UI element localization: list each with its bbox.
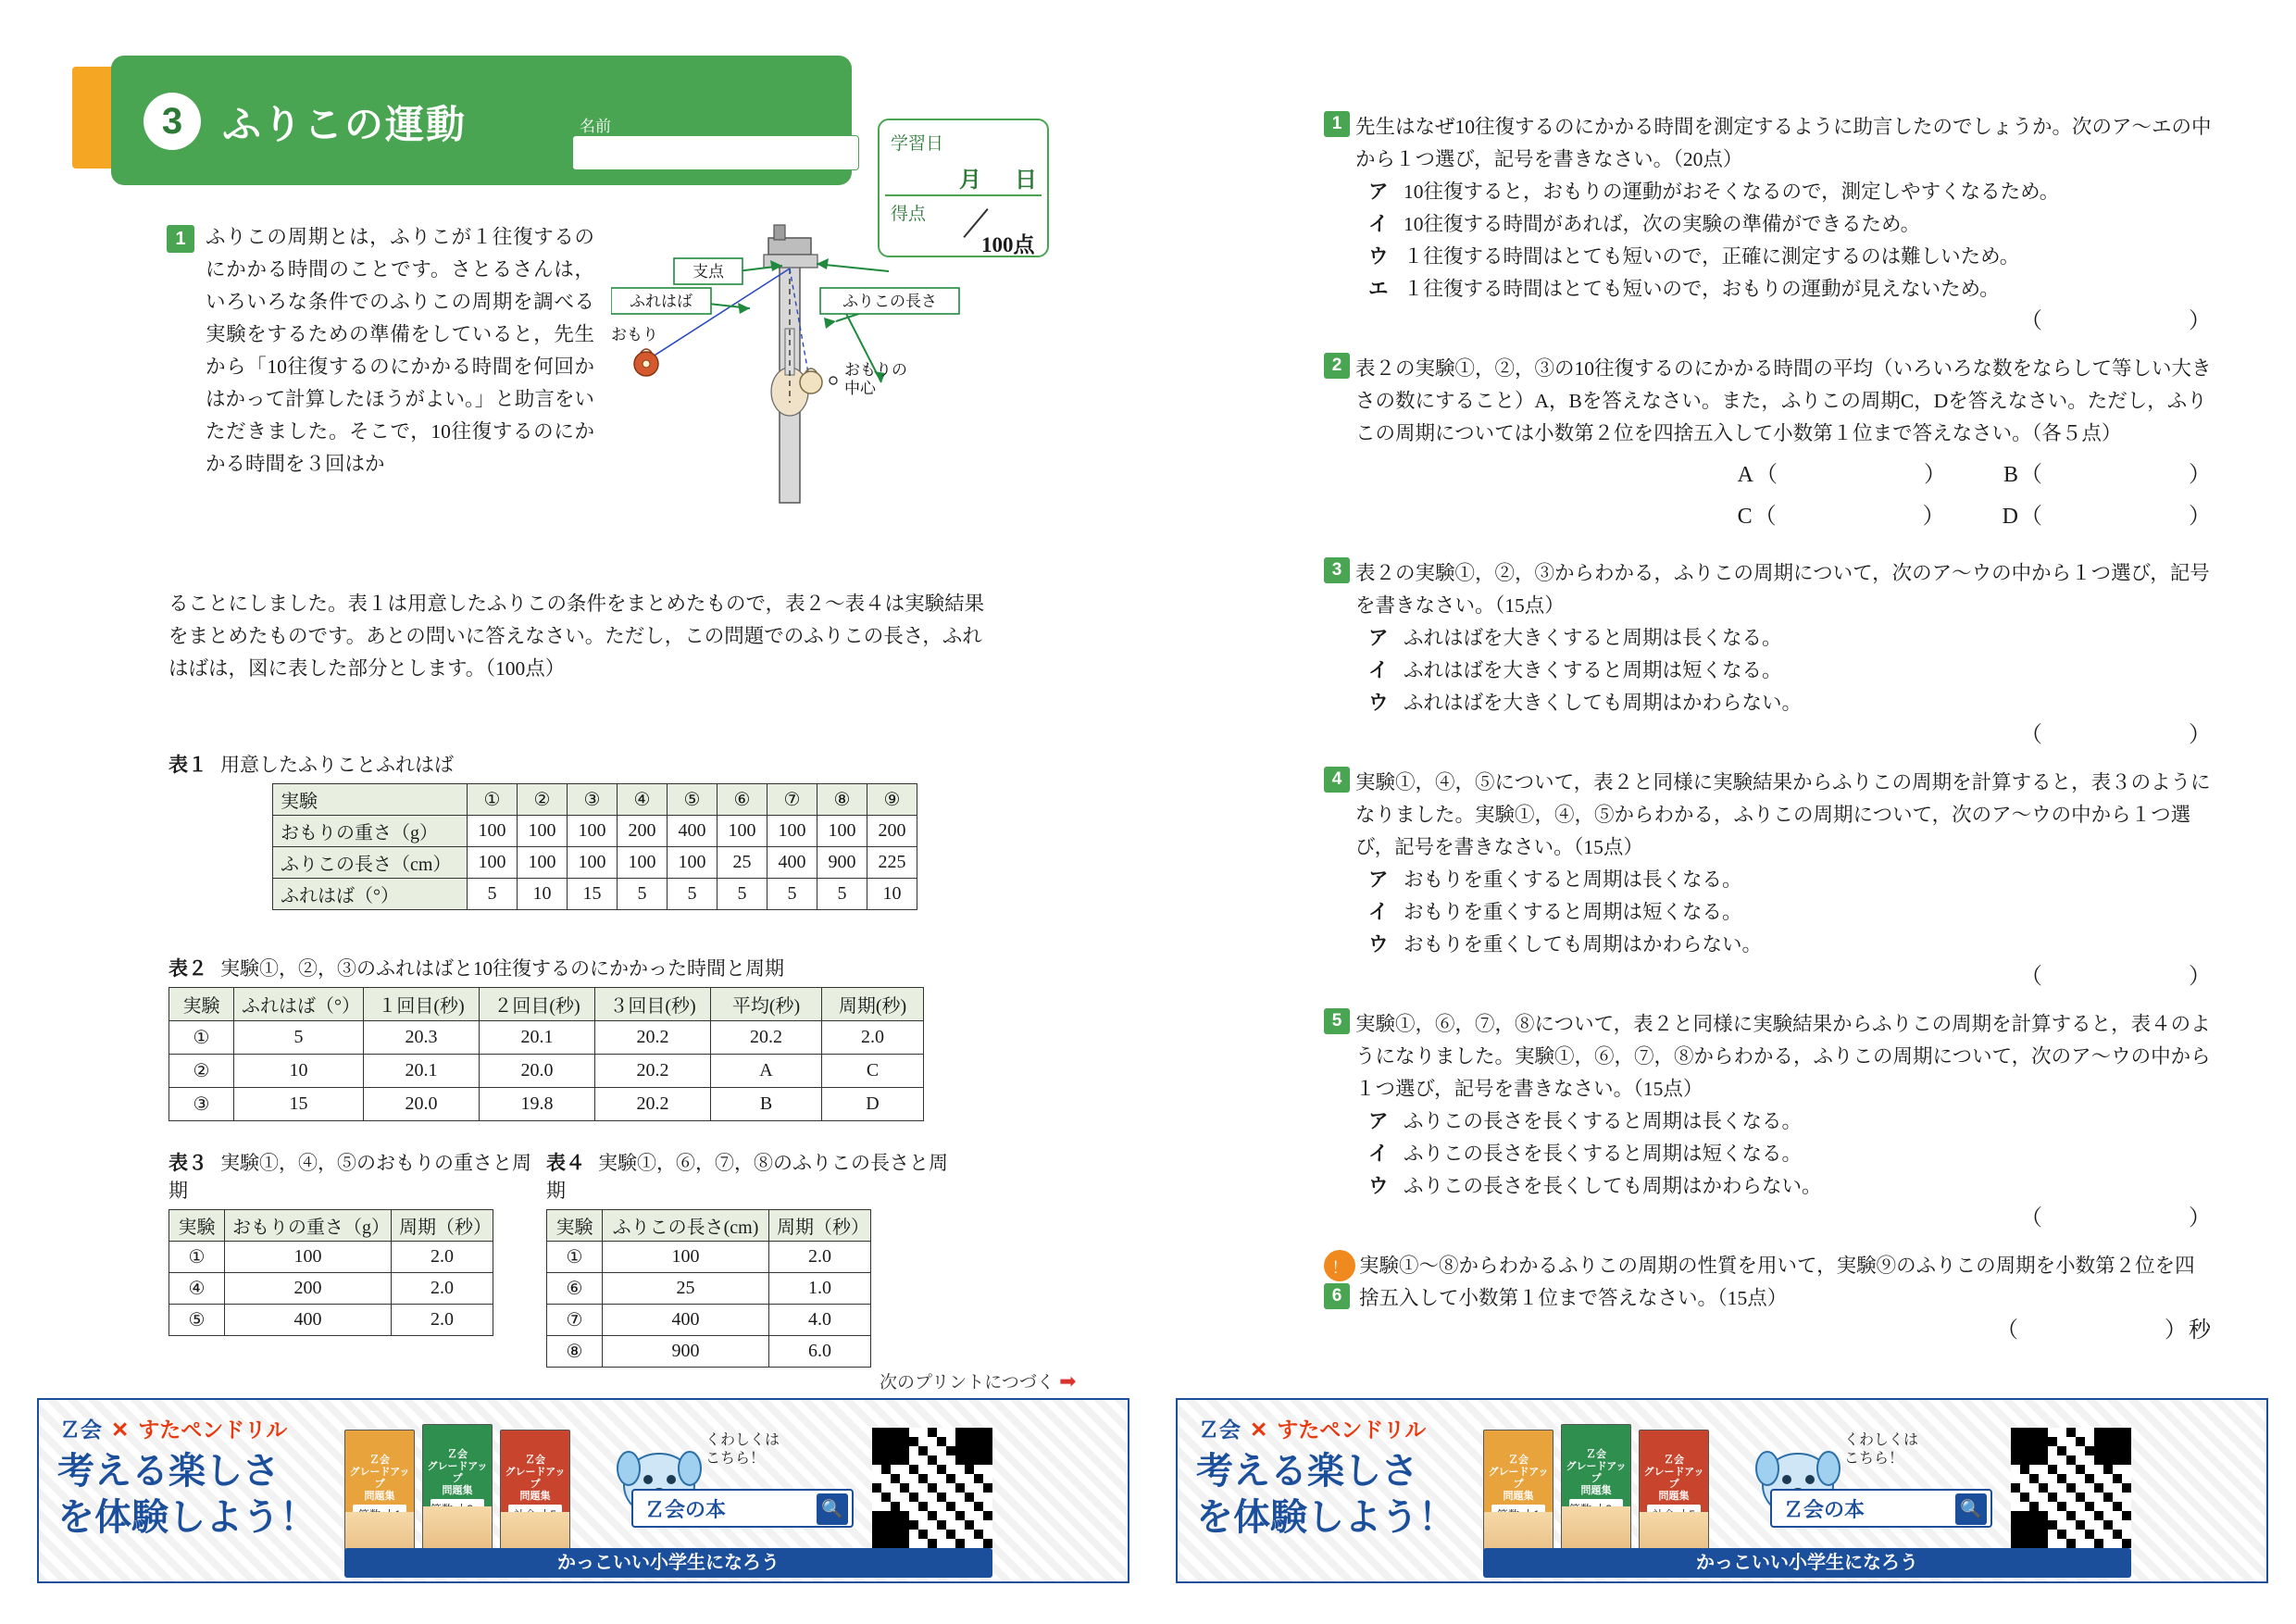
cross-icon: ✕: [1250, 1418, 1268, 1442]
ad-book-covers: [344, 1420, 576, 1568]
question-2: [1324, 353, 2213, 543]
table-header-cell: 平均(秒): [711, 988, 822, 1021]
table-cell: 10: [867, 879, 917, 910]
table1-caption-lead: 表１: [168, 754, 207, 776]
table-row: [547, 1305, 871, 1336]
table-cell: 20.0: [480, 1055, 595, 1088]
ad-brand-logo: [1198, 1413, 1426, 1443]
option-label: エ: [1368, 278, 1389, 300]
name-label: 名前: [580, 118, 611, 135]
search-icon[interactable]: 🔍: [1955, 1493, 1987, 1525]
book-title: Ｚ会 グレードアップ 問題集: [427, 1449, 488, 1496]
answer-option[interactable]: [1368, 655, 2213, 687]
svg-text:おもり: おもり: [611, 326, 658, 344]
answer-option[interactable]: [1368, 241, 2213, 273]
answer-option[interactable]: [1368, 929, 2213, 961]
qr-code: [2011, 1428, 2131, 1548]
table-cell: 5: [668, 879, 718, 910]
svg-text:ふれはば: ふれはば: [630, 293, 693, 310]
table-cell: 20.1: [364, 1055, 480, 1088]
answer-field[interactable]: （ ）: [2020, 1206, 2213, 1230]
table-header-cell: ③: [568, 784, 618, 816]
divider: [885, 194, 1042, 196]
option-label: ア: [1368, 627, 1389, 649]
table-cell: 100: [668, 847, 718, 879]
ad-headline-line1: 考える楽しさ: [57, 1451, 280, 1492]
table-header-row: [547, 1210, 871, 1242]
table-cell: 100: [618, 847, 668, 879]
table-cell: 20.2: [595, 1088, 711, 1121]
table2-caption-text: 実験①，②，③のふれはばと10往復するのにかかった時間と周期: [220, 957, 784, 980]
option-label: イ: [1368, 213, 1389, 235]
table1-block: [168, 750, 906, 910]
table-cell: 5: [817, 879, 867, 910]
table-cell: 1.0: [769, 1273, 871, 1305]
ad-search-text: Ｚ会の本: [644, 1497, 727, 1521]
answer-option[interactable]: [1368, 1170, 2213, 1203]
table-cell: ①: [547, 1242, 603, 1273]
table-header-cell: ⑥: [718, 784, 767, 816]
option-label: イ: [1368, 659, 1389, 681]
table-cell: 100: [603, 1242, 769, 1273]
table-cell: 900: [603, 1336, 769, 1368]
answer-option[interactable]: [1368, 176, 2213, 208]
question-body: [1359, 1250, 2213, 1347]
table-cell: 400: [603, 1305, 769, 1336]
table-cell: 400: [767, 847, 817, 879]
book-title: Ｚ会 グレードアップ 問題集: [349, 1455, 410, 1502]
table-cell: 400: [225, 1305, 392, 1336]
table-header-cell: ⑤: [668, 784, 718, 816]
day-label: 日: [1015, 169, 1037, 193]
table2: [168, 987, 924, 1121]
table-cell: 100: [518, 816, 568, 847]
table-cell: 15: [234, 1088, 364, 1121]
table-cell: 100: [568, 847, 618, 879]
option-label: ウ: [1368, 933, 1389, 956]
question-number-badge: 2: [1324, 353, 1350, 379]
table4-caption-lead: 表４: [546, 1152, 585, 1174]
table-cell: 20.0: [364, 1088, 480, 1121]
table-header-cell: 実験: [169, 988, 234, 1021]
question-badge-wrap: [1324, 353, 1355, 543]
svg-text:おもりの: おもりの: [844, 361, 907, 379]
table-cell: ふりこの長さ（cm）: [273, 847, 468, 879]
question-stem: 実験①，④，⑤について，表２と同様に実験結果からふりこの周期を計算すると，表３のようになりました。実験①，④，⑤からわかる，ふりこの周期について，次のア〜ウの中から１つ選び，記号を書きなさい。（15点）: [1355, 771, 2211, 858]
left-column: [65, 46, 1185, 1362]
question-stem: 先生はなぜ10往復するのにかかる時間を測定するように助言したのでしょうか。次のア〜エの中から１つ選び，記号を書きなさい。（20点）: [1355, 116, 2212, 170]
table-cell: おもりの重さ（g）: [273, 816, 468, 847]
option-text: ふれはばを大きくすると周期は短くなる。: [1404, 659, 1782, 681]
answer-field[interactable]: （ ）: [2020, 965, 2213, 989]
table-row: [547, 1273, 871, 1305]
table-cell: 200: [618, 816, 668, 847]
answer-field[interactable]: D（ ）: [2002, 505, 2213, 529]
ad-banner-right[interactable]: [1176, 1398, 2268, 1583]
hint-icon: ！: [1324, 1250, 1355, 1281]
ad-banner-text: かっこいい小学生になろう: [1483, 1548, 2131, 1578]
table-cell: 19.8: [480, 1088, 595, 1121]
table1-caption-text: 用意したふりことふれはば: [220, 754, 454, 776]
table-cell: 2.0: [769, 1242, 871, 1273]
option-text: おもりを重くしても周期はかわらない。: [1404, 933, 1763, 956]
ad-headline: [57, 1448, 317, 1541]
table2-caption: [168, 954, 924, 981]
table-header-cell: 実験: [547, 1210, 603, 1242]
intro-paragraph: ふりこの周期とは，ふりこが１往復するのにかかる時間のことです。さとるさんは，いろいろな条件でのふりこの周期を調べる実験をするための準備をしていると，先生から「10往復するのにかかる時間を何回かはかって計算したほうがよい。」と助言をいただきました。そこで，10往復するのにかかる時間を３回はか: [206, 226, 594, 475]
ad-headline-line1: 考える楽しさ: [1196, 1451, 1418, 1492]
page-title: ふりこの運動: [222, 103, 468, 146]
option-text: １往復する時間はとても短いので，正確に測定するのは難しいため。: [1404, 245, 2020, 268]
table-row: [169, 1021, 924, 1055]
answer-field[interactable]: （ ）: [2020, 309, 2213, 333]
table-cell: 10: [234, 1055, 364, 1088]
question-stem: 表２の実験①，②，③からわかる，ふりこの周期について，次のア〜ウの中から１つ選び，記号を書きなさい。（15点）: [1355, 562, 2210, 617]
option-label: ア: [1368, 181, 1389, 203]
next-print-text: 次のプリントにつづく: [880, 1373, 1054, 1393]
answer-field[interactable]: （ ）: [2020, 723, 2213, 747]
question-body: [1355, 111, 2213, 338]
qr-code: [872, 1428, 992, 1548]
ad-headline: [1196, 1448, 1455, 1541]
ad-brand-logo: [59, 1413, 287, 1443]
question-badge-wrap: [1324, 557, 1355, 752]
question-stem: 実験①〜⑧からわかるふりこの周期の性質を用いて，実験⑨のふりこの周期を小数第２位を四捨五入して小数第１位まで答えなさい。（15点）: [1359, 1255, 2195, 1309]
table-cell: 20.2: [711, 1021, 822, 1055]
table-cell: ⑤: [169, 1305, 225, 1336]
score-max: 100点: [981, 233, 1035, 256]
question-number-badge: 3: [1324, 557, 1350, 583]
table-header-cell: ふれはば（°）: [234, 988, 364, 1021]
option-text: ふりこの長さを長くすると周期は短くなる。: [1404, 1143, 1803, 1165]
brand-sutapen: すたペンドリル: [1277, 1418, 1427, 1442]
table-cell: 5: [618, 879, 668, 910]
table-row: [273, 784, 917, 816]
table-cell: 2.0: [392, 1305, 493, 1336]
brand-sutapen: すたペンドリル: [138, 1418, 288, 1442]
book-cover: [1561, 1424, 1631, 1563]
table-cell: 900: [817, 847, 867, 879]
table-cell: 100: [225, 1242, 392, 1273]
question-1: [1324, 111, 2213, 338]
table-row: [273, 816, 917, 847]
option-label: ア: [1368, 1110, 1389, 1132]
answer-option[interactable]: [1368, 864, 2213, 896]
table3-caption-text: 実験①，④，⑤のおもりの重さと周期: [168, 1152, 531, 1202]
search-icon[interactable]: 🔍: [817, 1493, 848, 1525]
question-3: [1324, 557, 2213, 752]
table-cell: ①: [169, 1242, 225, 1273]
table-header-cell: 周期（秒）: [392, 1210, 493, 1242]
table-row: [169, 1088, 924, 1121]
table-cell: 6.0: [769, 1336, 871, 1368]
table-cell: ①: [169, 1021, 234, 1055]
question-body: [1355, 1008, 2213, 1235]
table4-caption-text: 実験①，⑥，⑦，⑧のふりこの長さと周期: [546, 1152, 948, 1202]
table-row: [273, 879, 917, 910]
table-header-cell: ①: [468, 784, 518, 816]
table1-caption: [168, 750, 814, 778]
ad-headline-line2: を体験しよう！: [1196, 1497, 1455, 1538]
table2-block: [168, 954, 924, 1121]
ad-banner-text: かっこいい小学生になろう: [344, 1548, 992, 1578]
table3-caption: [168, 1148, 539, 1204]
lesson-number: 3: [144, 93, 201, 150]
table3: [168, 1209, 493, 1336]
option-text: ふれはばを大きくしても周期はかわらない。: [1404, 692, 1803, 714]
table-header-cell: ④: [618, 784, 668, 816]
month-label: 月: [959, 169, 981, 193]
table-cell: C: [822, 1055, 924, 1088]
table-header-cell: １回目(秒): [364, 988, 480, 1021]
right-column: [1324, 111, 2213, 1362]
option-label: ウ: [1368, 245, 1389, 268]
name-input[interactable]: [572, 135, 859, 170]
table3-caption-lead: 表３: [168, 1152, 207, 1174]
table1: [272, 783, 917, 910]
next-print-note: [880, 1368, 1077, 1393]
table-cell: 25: [603, 1273, 769, 1305]
table-header-cell: おもりの重さ（g）: [225, 1210, 392, 1242]
question-6: [1324, 1250, 2213, 1347]
table-cell: ②: [169, 1055, 234, 1088]
table-cell: 100: [718, 816, 767, 847]
ad-search-box[interactable]: [631, 1489, 854, 1528]
book-title: Ｚ会 グレードアップ 問題集: [505, 1455, 566, 1502]
question-badge-wrap: [1324, 1250, 1359, 1347]
table-header-cell: ふりこの長さ(cm): [603, 1210, 769, 1242]
table-cell: 25: [718, 847, 767, 879]
table-cell: 400: [668, 816, 718, 847]
table-row: [169, 1305, 493, 1336]
table4: [546, 1209, 871, 1368]
table-header-row: [169, 1210, 493, 1242]
question-body: [1355, 767, 2213, 993]
svg-text:ふりこの長さ: ふりこの長さ: [842, 293, 937, 310]
option-text: ふりこの長さを長くしても周期はかわらない。: [1404, 1175, 1822, 1197]
intro-section: [65, 218, 1185, 680]
option-text: おもりを重くすると周期は短くなる。: [1404, 901, 1742, 923]
ad-search-text: Ｚ会の本: [1783, 1497, 1866, 1521]
table-cell: 100: [568, 816, 618, 847]
table4-block: [546, 1148, 954, 1368]
table-cell: ⑧: [547, 1336, 603, 1368]
option-text: 10往復すると，おもりの運動がおそくなるので，測定しやすくなるため。: [1404, 181, 2060, 203]
table-cell: 2.0: [392, 1242, 493, 1273]
table-header-cell: ２回目(秒): [480, 988, 595, 1021]
table-cell: 5: [468, 879, 518, 910]
table-cell: 100: [767, 816, 817, 847]
question-5: [1324, 1008, 2213, 1235]
table-header-cell: ⑨: [867, 784, 917, 816]
table-cell: 5: [718, 879, 767, 910]
table-header-cell: ⑦: [767, 784, 817, 816]
answer-field[interactable]: （ ）秒: [1996, 1318, 2213, 1343]
ad-cta-text: くわしくは こちら！: [1844, 1432, 1919, 1467]
answer-field[interactable]: C（ ）: [1737, 505, 1947, 529]
table-cell: 2.0: [822, 1021, 924, 1055]
table-cell: D: [822, 1088, 924, 1121]
question-badge-wrap: [1324, 1008, 1355, 1235]
ad-search-box[interactable]: [1770, 1489, 1992, 1528]
question-stem: 表２の実験①，②，③の10往復するのにかかる時間の平均（いろいろな数をならして等しい大きさの数にすること）A，Bを答えなさい。また，ふりこの周期C，Dを答えなさい。ただし，ふりこの周期については小数第２位を四捨五入して小数第１位まで答えなさい。（各５点）: [1355, 357, 2212, 444]
table3-block: [168, 1148, 539, 1336]
answer-option[interactable]: [1368, 1106, 2213, 1138]
table-header-cell: ３回目(秒): [595, 988, 711, 1021]
table-cell: 5: [234, 1021, 364, 1055]
table-header-row: [169, 988, 924, 1021]
table-cell: 200: [225, 1273, 392, 1305]
question-4: [1324, 767, 2213, 993]
svg-text:中心: 中心: [844, 380, 876, 397]
table-header-cell: ⑧: [817, 784, 867, 816]
question-number-badge: 1: [1324, 111, 1350, 137]
ad-banner-left[interactable]: [37, 1398, 1129, 1583]
table-cell: 20.3: [364, 1021, 480, 1055]
brand-z: Ｚ会: [1198, 1418, 1241, 1442]
table-cell: 100: [468, 847, 518, 879]
pendulum-figure: [611, 218, 1009, 523]
table-row: [169, 1273, 493, 1305]
option-text: ふれはばを大きくすると周期は長くなる。: [1404, 627, 1782, 649]
cross-icon: ✕: [111, 1418, 130, 1442]
table-cell: ⑦: [547, 1305, 603, 1336]
table-cell: ④: [169, 1273, 225, 1305]
table-cell: ③: [169, 1088, 234, 1121]
table-header-cell: 周期(秒): [822, 988, 924, 1021]
table-cell: 20.1: [480, 1021, 595, 1055]
book-title: Ｚ会 グレードアップ 問題集: [1566, 1449, 1627, 1496]
ad-book-covers: [1483, 1420, 1715, 1568]
question-badge-wrap: [1324, 111, 1355, 338]
table-cell: A: [711, 1055, 822, 1088]
table-cell: 100: [468, 816, 518, 847]
table-row: [273, 847, 917, 879]
answer-field[interactable]: B（ ）: [2003, 463, 2213, 487]
option-label: イ: [1368, 1143, 1389, 1165]
intro-paragraph-wide: ることにしました。表１は用意したふりこの条件をまとめたもので，表２〜表４は実験結果をまとめたものです。あとの問いに答えなさい。ただし，この問題でのふりこの長さ，ふれはばは，図に表した部分とします。（100点）: [168, 593, 985, 680]
book-title: Ｚ会 グレードアップ 問題集: [1643, 1455, 1704, 1502]
answer-option[interactable]: [1368, 896, 2213, 929]
worksheet-header: [65, 46, 1185, 256]
table-header-cell: 実験: [273, 784, 468, 816]
table-cell: 20.2: [595, 1055, 711, 1088]
table-cell: 15: [568, 879, 618, 910]
option-label: ウ: [1368, 1175, 1389, 1197]
table-row: [169, 1055, 924, 1088]
table-row: [547, 1242, 871, 1273]
question-stem: 実験①，⑥，⑦，⑧について，表２と同様に実験結果からふりこの周期を計算すると，表４のようになりました。実験①，⑥，⑦，⑧からわかる，ふりこの周期について，次のア〜ウの中から１つ選び，記号を書きなさい。（15点）: [1355, 1013, 2211, 1100]
table-cell: 5: [767, 879, 817, 910]
option-label: ウ: [1368, 692, 1389, 714]
table-cell: 225: [867, 847, 917, 879]
answer-field-row: [1355, 459, 2213, 492]
table-cell: ⑥: [547, 1273, 603, 1305]
option-text: 10往復する時間があれば，次の実験の準備ができるため。: [1404, 213, 1921, 235]
table-cell: 20.2: [595, 1021, 711, 1055]
table-row: [547, 1336, 871, 1368]
ad-cta-text: くわしくは こちら！: [705, 1432, 780, 1467]
answer-option[interactable]: [1368, 687, 2213, 719]
table-cell: 4.0: [769, 1305, 871, 1336]
answer-field[interactable]: A（ ）: [1737, 463, 1948, 487]
question-body: [1355, 557, 2213, 752]
table-cell: ふれはば（°）: [273, 879, 468, 910]
table-row: [169, 1242, 493, 1273]
option-text: ふりこの長さを長くすると周期は長くなる。: [1404, 1110, 1803, 1132]
table4-caption: [546, 1148, 954, 1204]
book-cover: [422, 1424, 493, 1563]
table-header-cell: 周期（秒）: [769, 1210, 871, 1242]
table-cell: 2.0: [392, 1273, 493, 1305]
question-body: [1355, 353, 2213, 543]
brand-z: Ｚ会: [59, 1418, 102, 1442]
option-text: おもりを重くすると周期は長くなる。: [1404, 868, 1742, 891]
question-badge-wrap: [1324, 767, 1355, 993]
option-label: ア: [1368, 868, 1389, 891]
ad-headline-line2: を体験しよう！: [57, 1497, 317, 1538]
answer-option[interactable]: [1368, 1138, 2213, 1170]
intro-badge: 1: [167, 225, 194, 253]
option-label: イ: [1368, 901, 1389, 923]
table-cell: 100: [817, 816, 867, 847]
question-number-badge: 5: [1324, 1008, 1350, 1034]
study-date-label: 学習日: [891, 134, 944, 154]
table-header-cell: ②: [518, 784, 568, 816]
score-label: 得点: [891, 205, 927, 224]
book-title: Ｚ会 グレードアップ 問題集: [1488, 1455, 1549, 1502]
table-cell: 200: [867, 816, 917, 847]
table-cell: 10: [518, 879, 568, 910]
table2-caption-lead: 表２: [168, 957, 207, 980]
answer-option[interactable]: [1368, 273, 2213, 306]
table-cell: B: [711, 1088, 822, 1121]
question-number-badge: 4: [1324, 767, 1350, 793]
answer-field-row: [1355, 501, 2213, 533]
question-number-badge: 6: [1324, 1283, 1350, 1309]
option-text: １往復する時間はとても短いので，おもりの運動が見えないため。: [1404, 278, 2000, 300]
answer-option[interactable]: [1368, 208, 2213, 241]
svg-text:支点: 支点: [693, 263, 724, 281]
arrow-right-icon: ➡: [1059, 1369, 1077, 1393]
answer-option[interactable]: [1368, 622, 2213, 655]
table-header-cell: 実験: [169, 1210, 225, 1242]
table-cell: 100: [518, 847, 568, 879]
